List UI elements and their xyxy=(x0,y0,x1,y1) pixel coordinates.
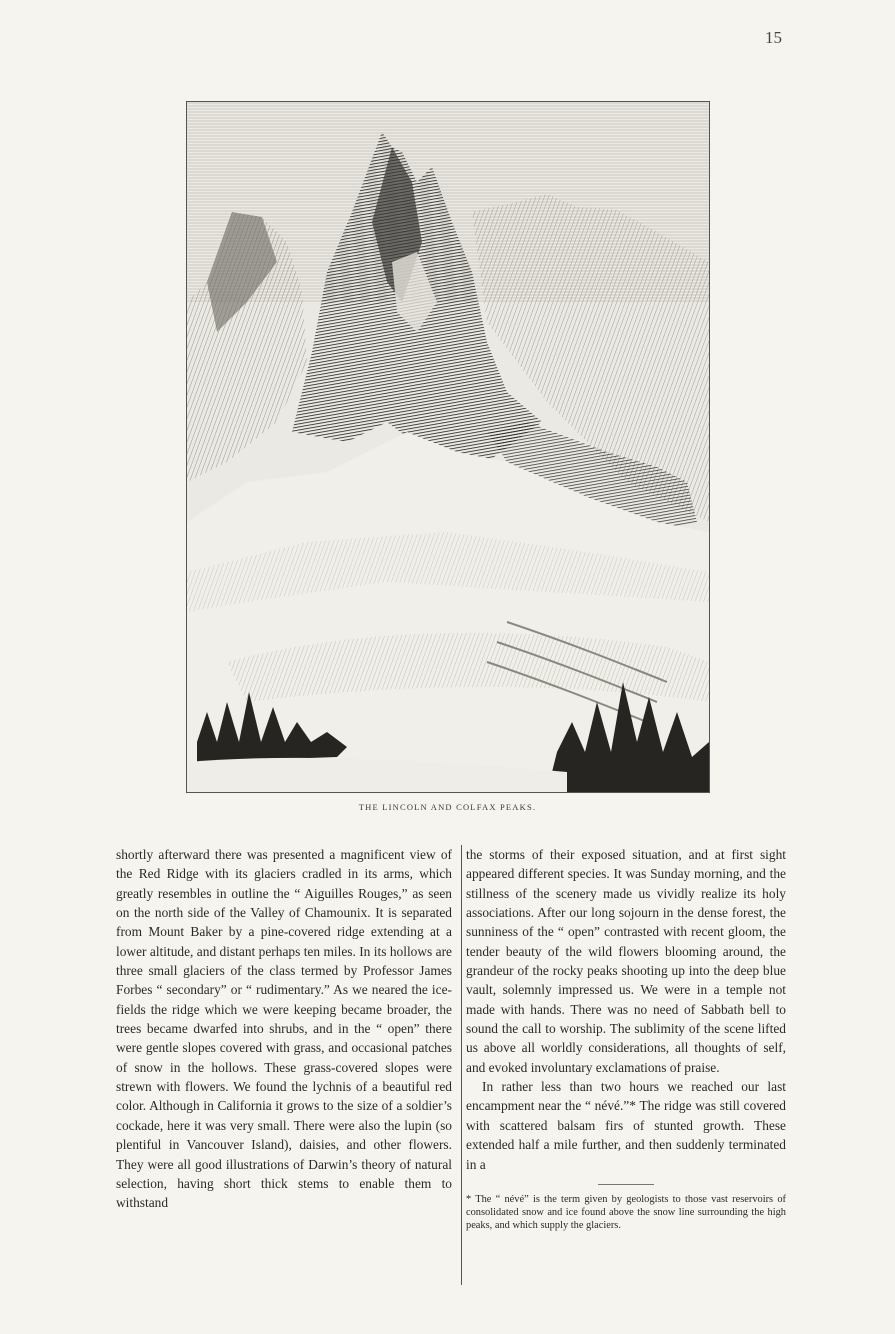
right-column xyxy=(461,845,786,1285)
engraving-illustration xyxy=(186,101,710,793)
figure-caption: THE LINCOLN AND COLFAX PEAKS. xyxy=(358,802,537,812)
footnote: * The “ névé” is the term given by geologists to those vast reservoirs of consolidated snow and ice found above the snow line surrounding the high peaks, and which supply the glaciers. xyxy=(466,1193,786,1232)
mountain-engraving xyxy=(187,102,709,792)
left-column xyxy=(116,845,452,1213)
right-paragraph-2: In rather less than two hours we reached our last encampment near the “ névé.”* The ridge was still covered with scattered balsam firs of stunted growth. These extended half a mile further, and then suddenly terminated in a xyxy=(466,1079,786,1172)
page-number: 15 xyxy=(765,28,782,47)
footnote-divider xyxy=(598,1184,654,1185)
left-column-text: shortly afterward there was presented a magnificent view of the Red Ridge with its glaciers cradled in its arms, which greatly resembles in outline the “ Aiguilles Rouges,” as seen on the north side of the Valley of Chamounix. It is separated from Mount Baker by a pine-covered ridge extending at a lower altitude, and distant perhaps ten miles. In its hollows are three small glaciers of the class termed by Professor James Forbes “ secondary” or “ rudimentary.” As we neared the ice-fields the ridge which we were keeping became broader, the trees became dwarfed into shrubs, and in the “ open” there were gentle slopes covered with grass, and occasional patches of snow in the hollows. These grass-covered slopes were strewn with flowers. We found the lychnis of a beautiful red color. Although in California it grows to the size of a soldier’s cockade, here it was very small. There were also the lupin (so plentiful in Vancouver Island), daisies, and other flowers. They were all good illustrations of Darwin’s theory of natural selection, having short thick stems to enable them to withstand xyxy=(116,847,452,1211)
right-paragraph-1: the storms of their exposed situation, and at first sight appeared different species. It was Sunday morning, and the stillness of the scenery made us vividly realize its holy associations. After our long sojourn in the dense forest, the sunniness of the “ open” contrasted with recent gloom, the tender beauty of the wild flowers blooming around, the grandeur of the rocky peaks shooting up into the deep blue vault, solemnly impressed us. We were in a temple not made with hands. There was no need of Sabbath bell to sound the call to worship. The sublimity of the scene lifted us above all worldly considerations, all thoughts of self, and evoked involuntary exclamations of praise. xyxy=(466,847,786,1075)
